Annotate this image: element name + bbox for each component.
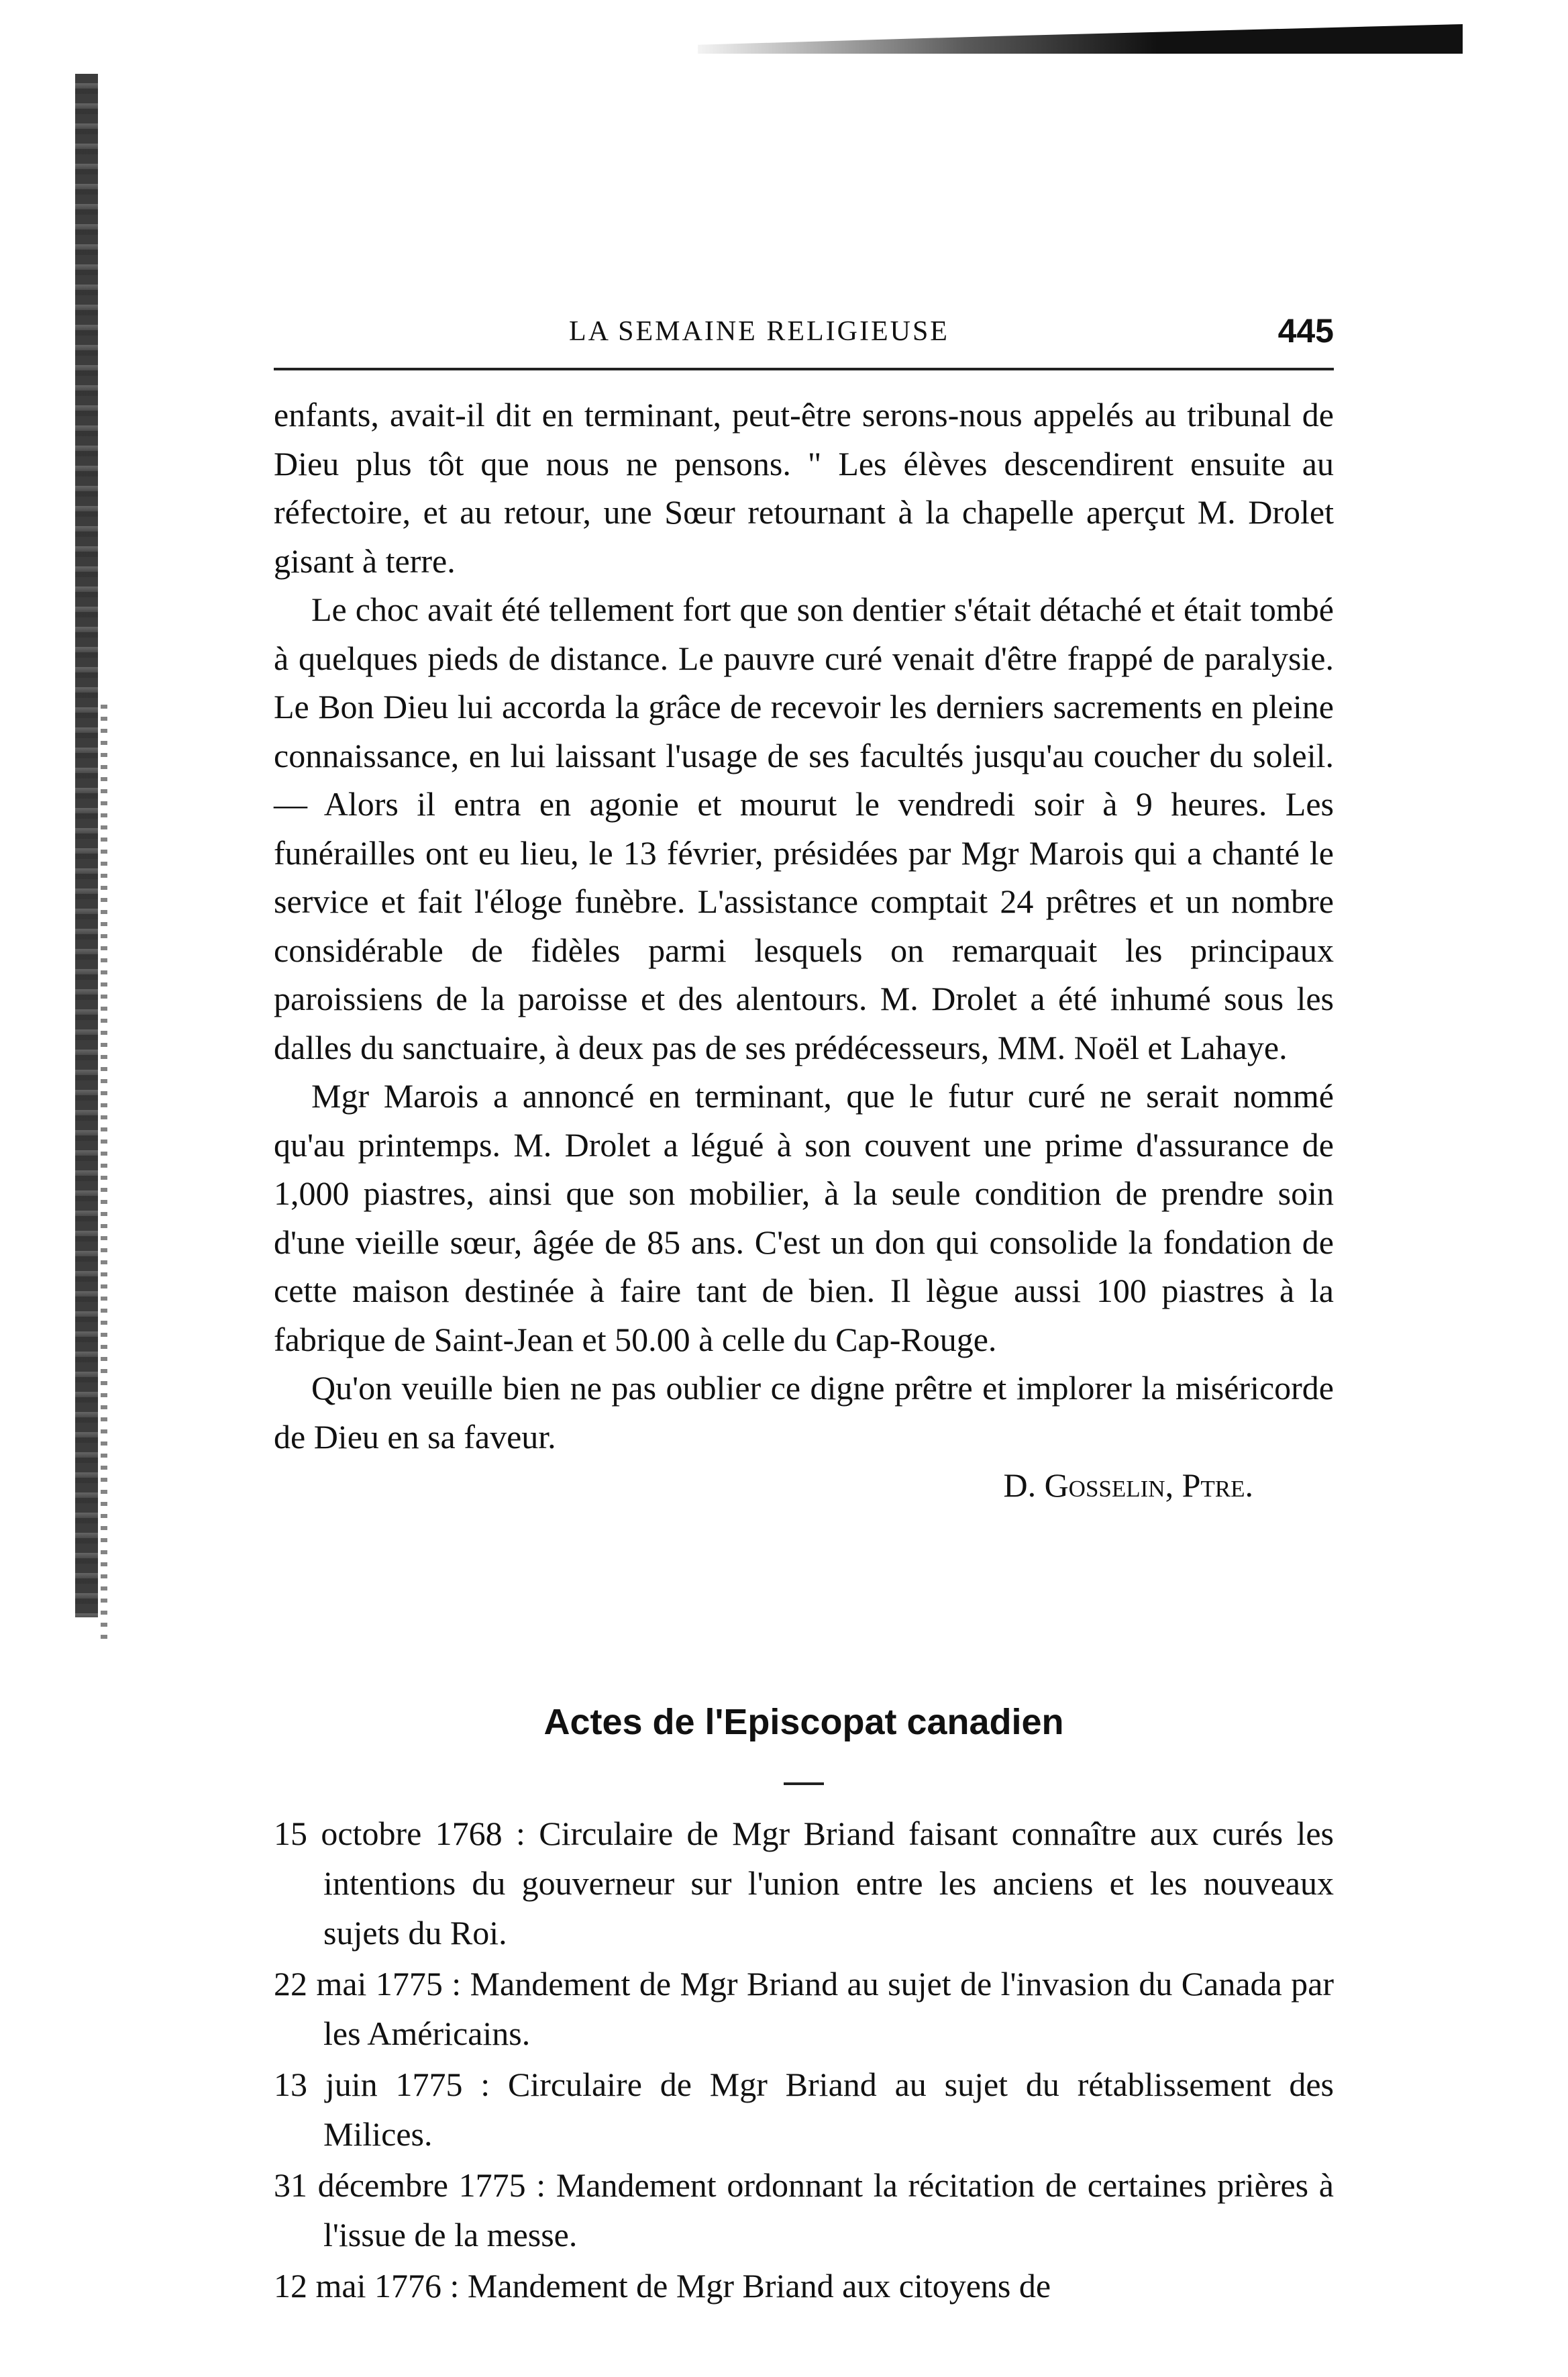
section-title: Actes de l'Episcopat canadien <box>543 1702 1064 1742</box>
paragraph: Le choc avait été tellement fort que son dentier s'était détaché et était tombé à quelques pieds de distance. Le pauvre curé venait d'être frappé de paralysie. Le Bon Dieu lui accorda la grâce de recevoir les derniers sacrements en pleine connaissance, en lui laissant l'usage de ses facultés jusqu'au coucher du soleil. — Alors il entra en agonie et mourut le vendredi soir à 9 heures. Les funérailles ont eu lieu, le 13 février, présidées par Mgr Marois qui a chanté le service et fait l'éloge funèbre. L'assistance comptait 24 prêtres et un nombre considérable de fidèles parmi lesquels on remarquait les principaux paroissiens de la paroisse et des alentours. M. Drolet a été inhumé sous les dalles du sanctuaire, à deux pas de ses prédécesseurs, MM. Noël et Lahaye. <box>274 591 1334 1066</box>
list-item: 31 décembre 1775 : Mandement ordonnant la récitation de certaines prières à l'issue de la messe. <box>274 2166 1334 2254</box>
page-number: 445 <box>1277 312 1334 350</box>
article-body <box>274 391 1334 1510</box>
scan-binding-shadow <box>101 705 107 1644</box>
paragraph: enfants, avait-il dit en terminant, peut-être serons-nous appelés au tribunal de Dieu plus tôt que nous ne pensons. " Les élèves descendirent ensuite au réfectoire, et au retour, une Sœur retournant à la chapelle aperçut M. Drolet gisant à terre. <box>274 396 1334 580</box>
list-item: 22 mai 1775 : Mandement de Mgr Briand au sujet de l'invasion du Canada par les Américains. <box>274 1965 1334 2052</box>
list-item: 12 mai 1776 : Mandement de Mgr Briand aux citoyens de <box>274 2267 1051 2305</box>
header-rule <box>274 368 1334 370</box>
paragraph: Qu'on veuille bien ne pas oublier ce digne prêtre et implorer la miséricorde de Dieu en sa faveur. <box>274 1369 1334 1456</box>
section-rule <box>784 1782 824 1785</box>
page-header <box>274 312 1334 362</box>
list-item: 13 juin 1775 : Circulaire de Mgr Briand au sujet du rétablissement des Milices. <box>274 2066 1334 2153</box>
acts-list <box>274 1809 1334 2312</box>
signature: D. Gosselin, Ptre. <box>1003 1466 1253 1504</box>
scan-top-artifact <box>698 24 1463 54</box>
paragraph: Mgr Marois a annoncé en terminant, que le futur curé ne serait nommé qu'au printemps. M. Drolet a légué à son couvent une prime d'assurance de 1,000 piastres, ainsi que son mobilier, à la seule condition de prendre soin d'une vieille sœur, âgée de 85 ans. C'est un don qui consolide la fondation de cette maison destinée à faire tant de bien. Il lègue aussi 100 piastres à la fabrique de Saint-Jean et 50.00 à celle du Cap-Rouge. <box>274 1077 1334 1358</box>
list-item: 15 octobre 1768 : Circulaire de Mgr Briand faisant connaître aux curés les intentions du gouverneur sur l'union entre les anciens et les nouveaux sujets du Roi. <box>274 1815 1334 1952</box>
running-title: LA SEMAINE RELIGIEUSE <box>569 316 949 347</box>
scan-binding-edge <box>75 74 98 1617</box>
